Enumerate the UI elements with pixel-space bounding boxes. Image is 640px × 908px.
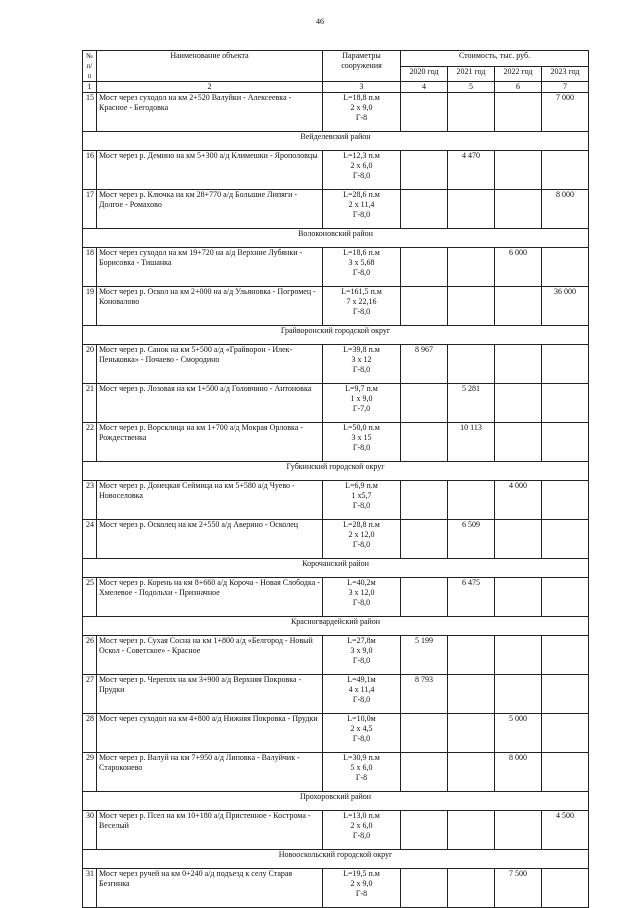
structure-params <box>323 287 401 326</box>
param-line: 3 х 12,0 <box>348 588 375 597</box>
param-line: 3 х 15 <box>351 433 372 442</box>
cost-cell <box>495 520 542 559</box>
param-line: Г-8,0 <box>352 540 371 549</box>
structure-params <box>323 636 401 675</box>
param-line: Г-8,0 <box>352 598 371 607</box>
table-row <box>83 714 589 753</box>
param-line: 2 х 4,5 <box>350 724 373 733</box>
cost-cell <box>542 481 589 520</box>
object-name: Мост через р. Лозовая на км 1+500 а/д Головчино - Антоновка <box>97 384 323 423</box>
cost-cell <box>401 287 448 326</box>
cost-cell <box>448 714 495 753</box>
cost-cell <box>448 753 495 792</box>
param-line: Г-8,0 <box>352 365 371 374</box>
row-number: 18 <box>83 248 97 287</box>
cost-cell <box>448 287 495 326</box>
table-row <box>83 384 589 423</box>
cost-cell <box>448 481 495 520</box>
param-line: Г-7,0 <box>352 404 371 413</box>
structure-params <box>323 578 401 617</box>
row-number: 25 <box>83 578 97 617</box>
param-line: Г-8,0 <box>352 307 371 316</box>
param-line: 2 х 11,4 <box>348 200 375 209</box>
structure-params <box>323 714 401 753</box>
cost-cell: 6 475 <box>448 578 495 617</box>
param-line: L=28,8 п.м <box>343 520 380 529</box>
param-line: L=10,0м <box>347 714 376 723</box>
table-row <box>83 151 589 190</box>
table-row <box>83 423 589 462</box>
param-line: L=9,7 п.м <box>345 384 378 393</box>
cost-cell <box>401 190 448 229</box>
section-row <box>83 792 589 811</box>
structure-params <box>323 869 401 908</box>
section-row <box>83 559 589 578</box>
column-index: 4 <box>401 82 448 93</box>
section-row <box>83 132 589 151</box>
object-name: Мост через р. Корень на км 8+660 а/д Короча - Новая Слободка - Хмелевое - Подольхи - Призначное <box>97 578 323 617</box>
param-line: L=28,6 п.м <box>343 190 380 199</box>
column-index: 6 <box>495 82 542 93</box>
param-line: Г-8,0 <box>352 656 371 665</box>
param-line: Г-8,0 <box>352 171 371 180</box>
column-index: 7 <box>542 82 589 93</box>
row-number: 16 <box>83 151 97 190</box>
object-name: Мост через р. Череплх на км 3+900 а/д Верхняя Покровка - Прудки <box>97 675 323 714</box>
table-row <box>83 481 589 520</box>
param-line: 2 х 6,0 <box>350 161 373 170</box>
header-year: 2020 год <box>401 66 448 82</box>
cost-cell <box>495 190 542 229</box>
param-line: Г-8,0 <box>352 443 371 452</box>
row-number: 27 <box>83 675 97 714</box>
table-row <box>83 345 589 384</box>
cost-cell: 36 000 <box>542 287 589 326</box>
cost-cell <box>542 520 589 559</box>
object-name: Мост через р. Сухая Сосна на км 1+800 а/д «Белгород - Новый Оскол - Советское» - Красное <box>97 636 323 675</box>
cost-cell: 10 113 <box>448 423 495 462</box>
section-row <box>83 326 589 345</box>
cost-cell <box>542 345 589 384</box>
object-name: Мост через р. Донецкая Сеймица на км 5+580 а/д Чуево - Новоселовка <box>97 481 323 520</box>
cost-cell: 6 000 <box>495 248 542 287</box>
cost-cell <box>495 287 542 326</box>
cost-cell <box>401 714 448 753</box>
param-line: L=13,0 п.м <box>343 811 380 820</box>
header-year: 2023 год <box>542 66 589 82</box>
param-line: 3 х 5,68 <box>348 258 375 267</box>
cost-cell <box>542 714 589 753</box>
object-name: Мост через р. Псел на км 10+180 а/д Пристенное - Кострома - Веселый <box>97 811 323 850</box>
param-line: L=12,3 п.м <box>343 151 380 160</box>
param-line: 1 х 9,0 <box>350 394 373 403</box>
param-line: Г-8 <box>355 889 368 898</box>
param-line: L=27,8м <box>347 636 376 645</box>
cost-cell <box>401 578 448 617</box>
column-index: 5 <box>448 82 495 93</box>
cost-cell: 5 199 <box>401 636 448 675</box>
table-row <box>83 248 589 287</box>
object-name: Мост через р. Оскол на км 2+000 на а/д Ульяновка - Погромец - Коновалово <box>97 287 323 326</box>
cost-cell <box>401 520 448 559</box>
row-number: 22 <box>83 423 97 462</box>
column-index: 2 <box>97 82 323 93</box>
param-line: Г-8,0 <box>352 501 371 510</box>
structure-params <box>323 520 401 559</box>
cost-cell <box>542 675 589 714</box>
cost-cell: 8 000 <box>542 190 589 229</box>
table-row <box>83 869 589 908</box>
table-row <box>83 811 589 850</box>
cost-cell <box>448 811 495 850</box>
cost-cell: 8 967 <box>401 345 448 384</box>
cost-cell <box>448 190 495 229</box>
section-title: Грайворонский городской округ <box>83 326 589 345</box>
section-title: Волоконовский район <box>83 229 589 248</box>
object-name: Мост через р. Осколец на км 2+550 а/д Аверино - Осколец <box>97 520 323 559</box>
param-line: L=49,1м <box>347 675 376 684</box>
param-line: L=6,9 п.м <box>345 481 378 490</box>
cost-cell <box>495 423 542 462</box>
cost-cell <box>401 869 448 908</box>
object-name: Мост через суходол на км 19+720 на а/д Верхние Лубянки - Борисовка - Тишанка <box>97 248 323 287</box>
cost-cell: 7 500 <box>495 869 542 908</box>
cost-cell <box>401 93 448 132</box>
object-name: Мост через р. Санок на км 5+500 а/д «Грайворон - Илек-Пеньковка» - Почаево - Смородино <box>97 345 323 384</box>
cost-cell <box>542 423 589 462</box>
cost-cell <box>542 248 589 287</box>
section-title: Новооскольский городской округ <box>83 850 589 869</box>
object-name: Мост через ручей на км 0+240 а/д подъезд к селу Старая Безгинка <box>97 869 323 908</box>
param-line: L=18,6 п.м <box>343 248 380 257</box>
object-name: Мост через р. Валуй на км 7+950 а/д Липовка - Валуйчик - Староконево <box>97 753 323 792</box>
param-line: Г-8,0 <box>352 210 371 219</box>
cost-cell: 4 470 <box>448 151 495 190</box>
param-line: L=40,2м <box>347 578 376 587</box>
param-line: Г-8,0 <box>352 831 371 840</box>
table-row <box>83 287 589 326</box>
cost-cell <box>448 345 495 384</box>
cost-cell <box>448 675 495 714</box>
param-line: 4 х 11,4 <box>348 685 375 694</box>
cost-cell <box>495 345 542 384</box>
row-number: 20 <box>83 345 97 384</box>
page-number: 46 <box>316 17 324 26</box>
section-row <box>83 229 589 248</box>
table-row <box>83 93 589 132</box>
row-number: 29 <box>83 753 97 792</box>
section-row <box>83 617 589 636</box>
section-row <box>83 462 589 481</box>
row-number: 30 <box>83 811 97 850</box>
param-line: 2 х 9,0 <box>350 879 373 888</box>
cost-cell: 6 509 <box>448 520 495 559</box>
structure-params <box>323 190 401 229</box>
table-row <box>83 636 589 675</box>
cost-cell <box>401 151 448 190</box>
cost-cell <box>495 384 542 423</box>
row-number: 31 <box>83 869 97 908</box>
structure-params <box>323 753 401 792</box>
structure-params <box>323 384 401 423</box>
section-title: Корочанский район <box>83 559 589 578</box>
bridges-table <box>82 50 589 908</box>
row-number: 24 <box>83 520 97 559</box>
cost-cell <box>401 753 448 792</box>
object-name: Мост через р. Демино на км 5+300 а/д Климешки - Ярополовцы <box>97 151 323 190</box>
section-title: Губкинский городской округ <box>83 462 589 481</box>
cost-cell <box>495 93 542 132</box>
param-line: 2 х 9,0 <box>350 103 373 112</box>
cost-cell <box>495 675 542 714</box>
table-row <box>83 190 589 229</box>
param-line: 7 х 22,16 <box>346 297 377 306</box>
param-line: Г-8,0 <box>352 734 371 743</box>
table-row <box>83 753 589 792</box>
param-line: L=19,5 п.м <box>343 869 380 878</box>
structure-params <box>323 423 401 462</box>
cost-cell: 8 000 <box>495 753 542 792</box>
param-line: L=30,9 п.м <box>343 753 380 762</box>
param-line: L=50,0 п.м <box>343 423 380 432</box>
header-year: 2021 год <box>448 66 495 82</box>
row-number: 21 <box>83 384 97 423</box>
section-title: Вейделевский район <box>83 132 589 151</box>
structure-params <box>323 151 401 190</box>
cost-cell: 4 500 <box>542 811 589 850</box>
param-line: Г-8,0 <box>352 695 371 704</box>
header-params: Параметры сооружения <box>323 51 401 82</box>
param-line: 5 х 6,0 <box>350 763 373 772</box>
cost-cell <box>401 248 448 287</box>
param-line: 1 х5,7 <box>351 491 372 500</box>
header-num: № п/п <box>83 51 97 82</box>
cost-cell <box>542 578 589 617</box>
row-number: 23 <box>83 481 97 520</box>
column-index: 1 <box>83 82 97 93</box>
cost-cell <box>542 151 589 190</box>
cost-cell <box>542 869 589 908</box>
cost-cell <box>542 636 589 675</box>
object-name: Мост через суходол на км 2+520 Валуйки - Алексеевка - Красное - Бегодовка <box>97 93 323 132</box>
structure-params <box>323 481 401 520</box>
table-row <box>83 578 589 617</box>
object-name: Мост через р. Ворсклица на км 1+700 а/д Мокрая Орловка - Рождественка <box>97 423 323 462</box>
cost-cell: 5 281 <box>448 384 495 423</box>
table-row <box>83 520 589 559</box>
param-line: Г-8,0 <box>352 268 371 277</box>
row-number: 17 <box>83 190 97 229</box>
cost-cell <box>495 811 542 850</box>
cost-cell <box>542 753 589 792</box>
param-line: 2 х 6,0 <box>350 821 373 830</box>
structure-params <box>323 675 401 714</box>
column-index: 3 <box>323 82 401 93</box>
param-line: L=39,8 п.м <box>343 345 380 354</box>
section-title: Красногвардейский район <box>83 617 589 636</box>
object-name: Мост через суходол на км 4+800 а/д Нижняя Покровка - Прудки <box>97 714 323 753</box>
table-row <box>83 675 589 714</box>
cost-cell <box>401 384 448 423</box>
param-line: 2 х 12,0 <box>348 530 375 539</box>
cost-cell <box>495 151 542 190</box>
row-number: 26 <box>83 636 97 675</box>
column-index-row <box>83 82 589 93</box>
param-line: L=18,8 п.м <box>343 93 380 102</box>
row-number: 28 <box>83 714 97 753</box>
cost-cell: 4 000 <box>495 481 542 520</box>
section-title: Прохоровский район <box>83 792 589 811</box>
cost-cell <box>495 636 542 675</box>
cost-cell <box>401 481 448 520</box>
header-year: 2022 год <box>495 66 542 82</box>
param-line: Г-8 <box>355 773 368 782</box>
param-line: L=161,5 п.м <box>341 287 382 296</box>
structure-params <box>323 811 401 850</box>
cost-cell <box>401 811 448 850</box>
cost-cell <box>448 869 495 908</box>
cost-cell: 7 000 <box>542 93 589 132</box>
cost-cell: 5 000 <box>495 714 542 753</box>
cost-cell <box>401 423 448 462</box>
object-name: Мост через р. Ключка на км 28+770 а/д Большие Липяги - Долгое - Ромахово <box>97 190 323 229</box>
param-line: 3 х 9,0 <box>350 646 373 655</box>
param-line: Г-8 <box>355 113 368 122</box>
cost-cell <box>495 578 542 617</box>
header-cost: Стоимость, тыс. руб. <box>401 51 589 67</box>
structure-params <box>323 248 401 287</box>
cost-cell <box>448 93 495 132</box>
structure-params <box>323 93 401 132</box>
row-number: 15 <box>83 93 97 132</box>
header-name: Наименование объекта <box>97 51 323 82</box>
structure-params <box>323 345 401 384</box>
param-line: 3 х 12 <box>351 355 372 364</box>
section-row <box>83 850 589 869</box>
cost-cell <box>542 384 589 423</box>
row-number: 19 <box>83 287 97 326</box>
cost-cell <box>448 636 495 675</box>
cost-cell <box>448 248 495 287</box>
cost-cell: 8 793 <box>401 675 448 714</box>
